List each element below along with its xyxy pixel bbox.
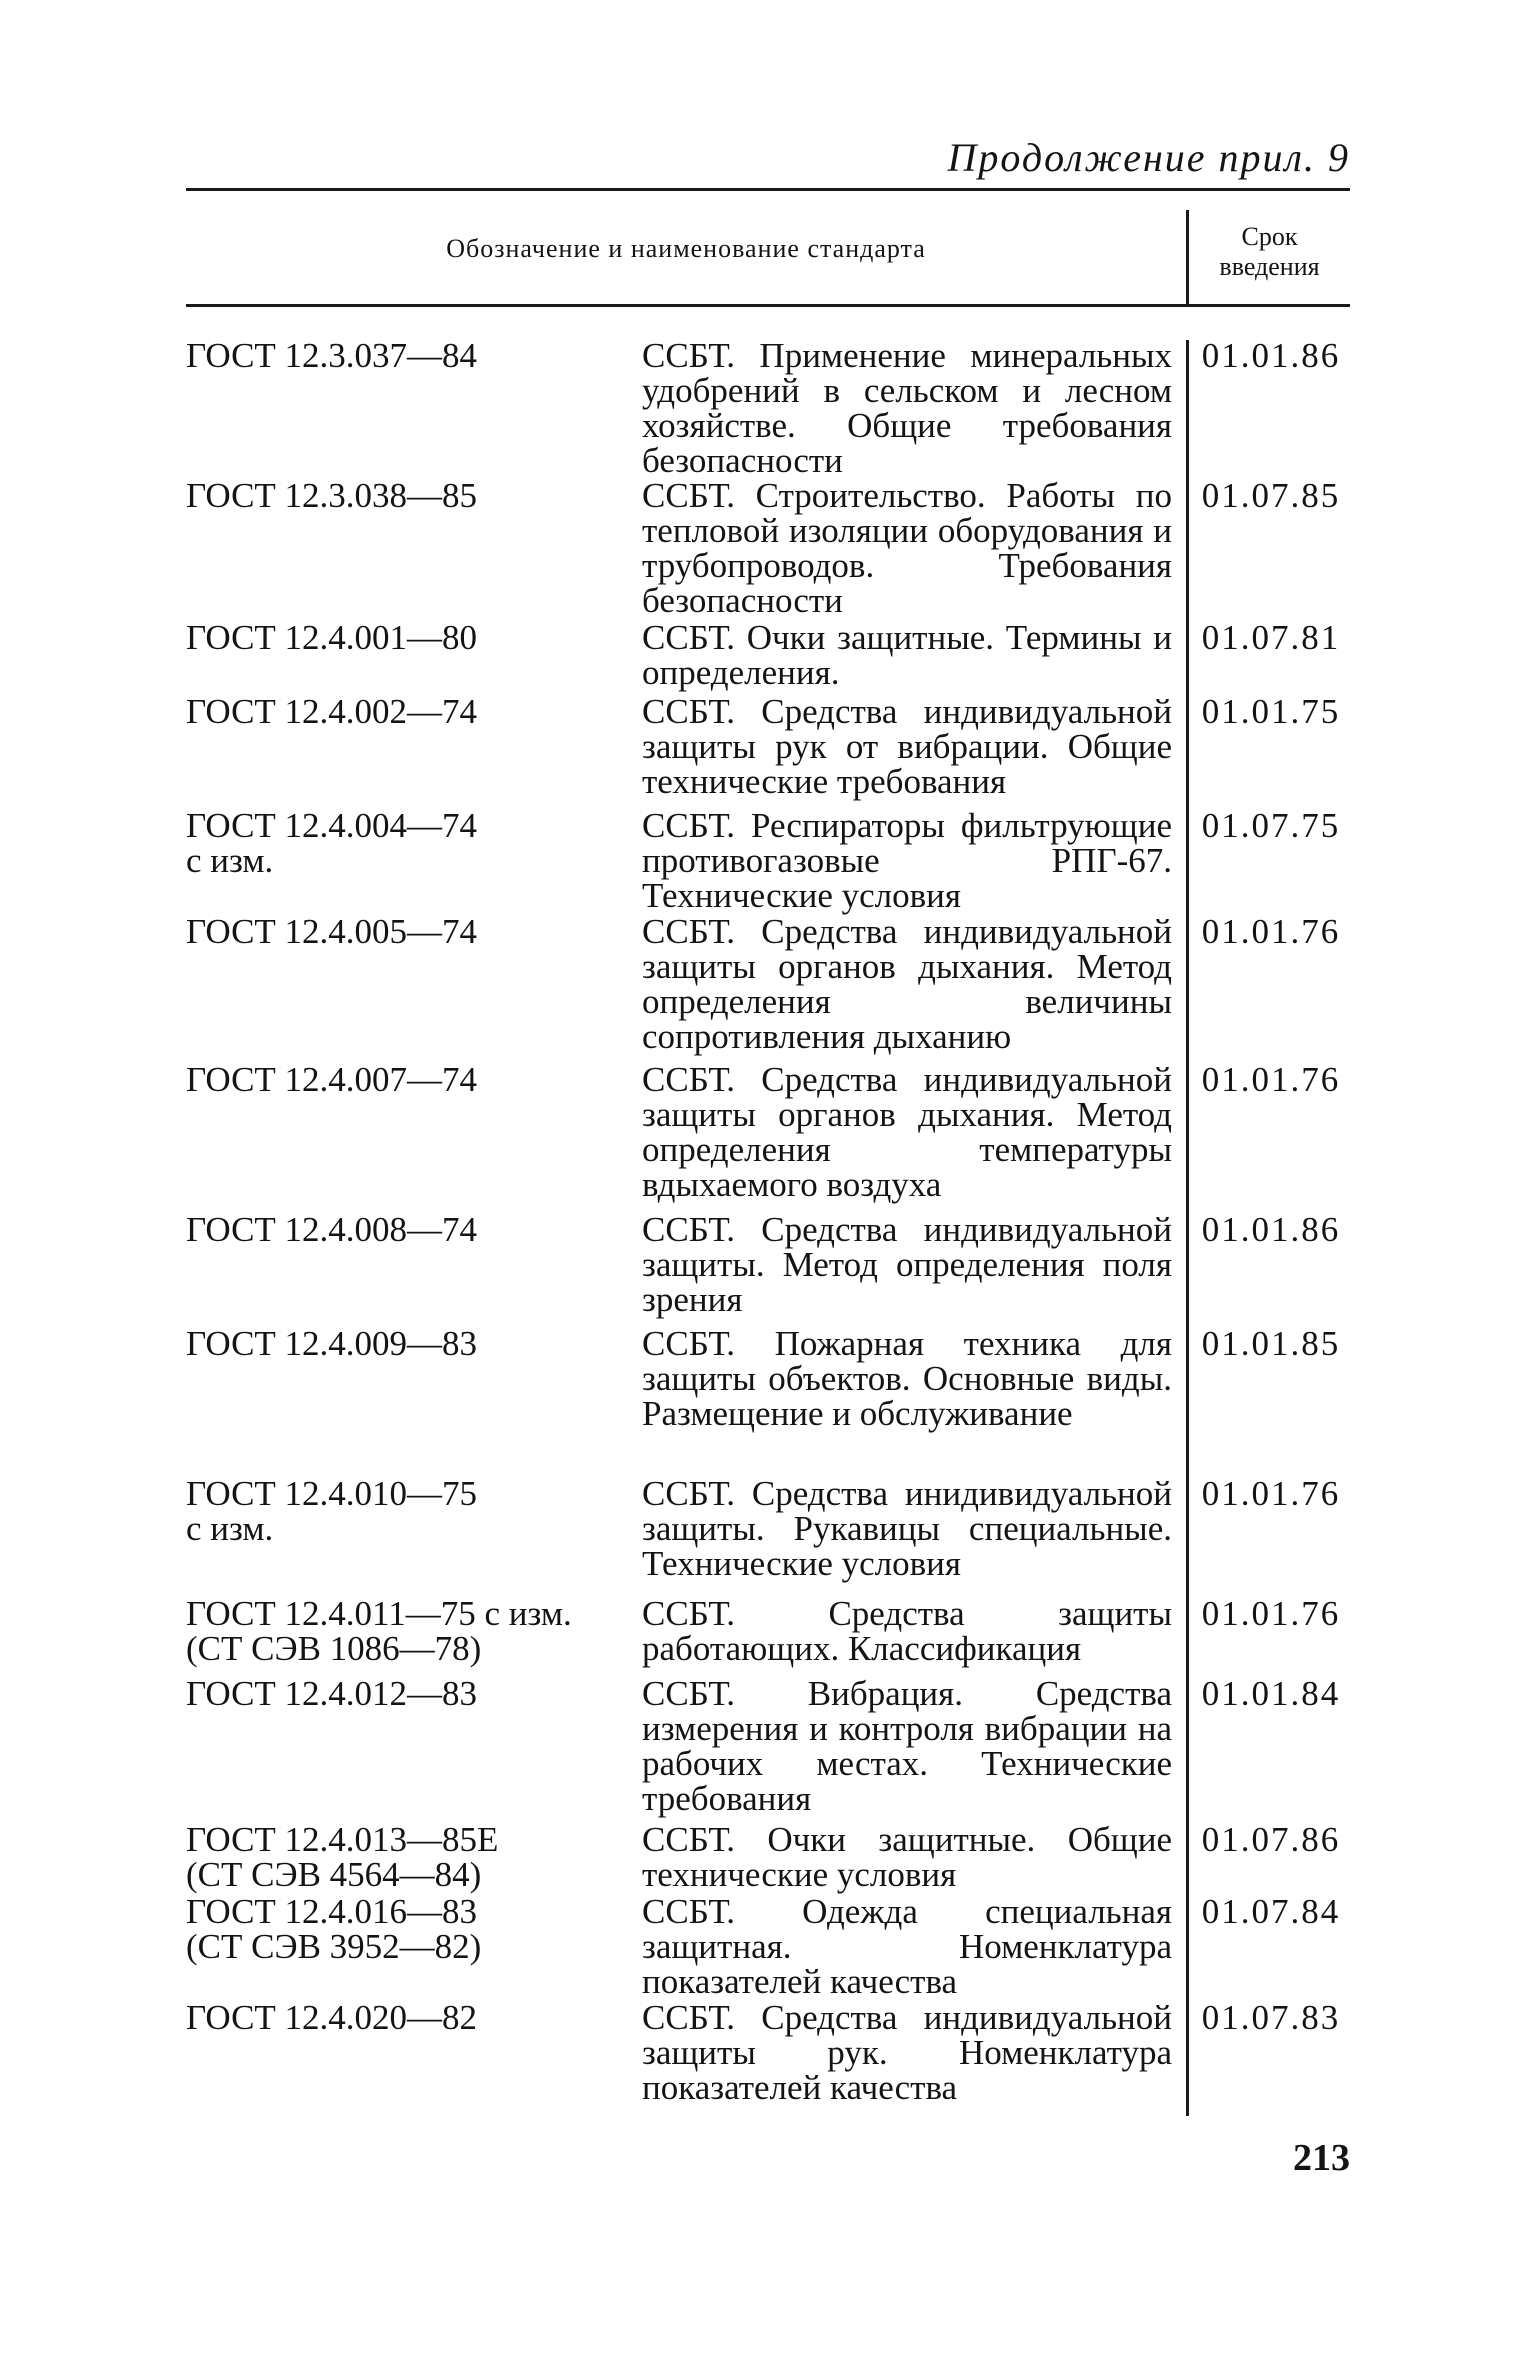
effective-date: 01.07.81 bbox=[1201, 618, 1341, 657]
running-header: Продолжение прил. 9 bbox=[947, 135, 1350, 180]
standard-title: ССБТ. Применение минеральных удобрений в сельском и лесном хозяйстве. Общие требования безопасности bbox=[642, 336, 1172, 480]
effective-date: 01.01.75 bbox=[1201, 692, 1341, 731]
standard-code-cell bbox=[186, 2000, 626, 2035]
header-top-rule bbox=[186, 188, 1350, 191]
standard-title: ССБТ. Средства индивидуальной защиты. Метод определения поля зрения bbox=[642, 1210, 1172, 1319]
standard-title: ССБТ. Средства индивидуальной защиты рук. Номенклатура показателей качества bbox=[642, 1998, 1172, 2107]
page-number: 213 bbox=[1293, 2137, 1350, 2179]
standard-title: ССБТ. Респираторы фильтрующие противогазовые РПГ-67. Технические условия bbox=[642, 806, 1172, 915]
effective-date: 01.01.76 bbox=[1201, 1474, 1341, 1513]
body-column-divider bbox=[1186, 340, 1189, 2116]
effective-date: 01.07.83 bbox=[1201, 1998, 1341, 2037]
standard-title: ССБТ. Одежда специальная защитная. Номенклатура показателей качества bbox=[642, 1892, 1172, 2001]
column-header-date bbox=[1189, 222, 1350, 282]
standard-title: ССБТ. Очки защитные. Общие технические условия bbox=[642, 1820, 1172, 1894]
standard-code: ГОСТ 12.4.008—74 bbox=[186, 1210, 478, 1249]
header-bottom-rule bbox=[186, 304, 1350, 307]
effective-date: 01.01.86 bbox=[1201, 1210, 1341, 1249]
effective-date: 01.07.86 bbox=[1201, 1820, 1341, 1859]
standard-note: с изм. bbox=[186, 841, 274, 880]
standard-note: (СТ СЭВ 3952—82) bbox=[186, 1927, 482, 1966]
standard-code: ГОСТ 12.4.016—83 bbox=[186, 1892, 478, 1931]
standard-code: ГОСТ 12.4.007—74 bbox=[186, 1060, 478, 1099]
standard-code-cell bbox=[186, 338, 626, 373]
standard-code-cell bbox=[186, 620, 626, 655]
standard-code-cell bbox=[186, 478, 626, 513]
standard-title: ССБТ. Строительство. Работы по тепловой изоляции оборудования и трубопроводов. Требования безопасности bbox=[642, 476, 1172, 620]
standard-title: ССБТ. Очки защитные. Термины и определения. bbox=[642, 618, 1172, 692]
column-header-name: Обозначение и наименование стандарта bbox=[446, 234, 926, 263]
standard-title: ССБТ. Вибрация. Средства измерения и контроля вибрации на рабочих местах. Технические требования bbox=[642, 1674, 1172, 1818]
standard-code-cell bbox=[186, 1822, 626, 1892]
standard-code: ГОСТ 12.4.010—75 bbox=[186, 1474, 478, 1513]
standard-code-cell bbox=[186, 1212, 626, 1247]
effective-date: 01.07.84 bbox=[1201, 1892, 1341, 1931]
standard-code-cell bbox=[186, 694, 626, 729]
effective-date: 01.01.86 bbox=[1201, 336, 1341, 375]
standard-code: ГОСТ 12.3.037—84 bbox=[186, 336, 478, 375]
standard-note: (СТ СЭВ 4564—84) bbox=[186, 1855, 482, 1894]
standard-code: ГОСТ 12.4.005—74 bbox=[186, 912, 478, 951]
standard-code: ГОСТ 12.4.012—83 bbox=[186, 1674, 478, 1713]
standard-code: ГОСТ 12.4.002—74 bbox=[186, 692, 478, 731]
standard-title: ССБТ. Средства индивидуальной защиты рук от вибрации. Общие технические требования bbox=[642, 692, 1172, 801]
standard-title: ССБТ. Пожарная техника для защиты объектов. Основные виды. Размещение и обслуживание bbox=[642, 1324, 1172, 1433]
standard-code-cell bbox=[186, 1596, 626, 1666]
standard-code-cell bbox=[186, 1476, 626, 1546]
standard-title: ССБТ. Средства индивидуальной защиты органов дыхания. Метод определения температуры вдыхаемого воздуха bbox=[642, 1060, 1172, 1204]
effective-date: 01.01.76 bbox=[1201, 912, 1341, 951]
standard-title: ССБТ. Средства индивидуальной защиты органов дыхания. Метод определения величины сопротивления дыханию bbox=[642, 912, 1172, 1056]
standard-title: ССБТ. Средства инидивидуальной защиты. Рукавицы специальные. Технические условия bbox=[642, 1474, 1172, 1583]
standard-note: (СТ СЭВ 1086—78) bbox=[186, 1629, 482, 1668]
standard-code-cell bbox=[186, 1894, 626, 1964]
effective-date: 01.01.76 bbox=[1201, 1060, 1341, 1099]
standard-code-cell bbox=[186, 1062, 626, 1097]
standard-code-cell bbox=[186, 1676, 626, 1711]
standard-code: ГОСТ 12.4.011—75 с изм. bbox=[186, 1594, 572, 1633]
standard-title: ССБТ. Средства защиты работающих. Классификация bbox=[642, 1594, 1172, 1668]
standard-code: ГОСТ 12.4.004—74 bbox=[186, 806, 478, 845]
effective-date: 01.01.85 bbox=[1201, 1324, 1341, 1363]
effective-date: 01.07.85 bbox=[1201, 476, 1341, 515]
standard-code: ГОСТ 12.4.001—80 bbox=[186, 618, 478, 657]
standard-code-cell bbox=[186, 1326, 626, 1361]
standard-code: ГОСТ 12.4.013—85Е bbox=[186, 1820, 499, 1859]
column-header-date-line1: Срок bbox=[1241, 222, 1298, 251]
standard-code-cell bbox=[186, 914, 626, 949]
effective-date: 01.01.84 bbox=[1201, 1674, 1341, 1713]
standard-note: с изм. bbox=[186, 1509, 274, 1548]
column-header-date-line2: введения bbox=[1219, 252, 1320, 281]
effective-date: 01.07.75 bbox=[1201, 806, 1341, 845]
standard-code: ГОСТ 12.4.009—83 bbox=[186, 1324, 478, 1363]
standard-code: ГОСТ 12.3.038—85 bbox=[186, 476, 478, 515]
standard-code: ГОСТ 12.4.020—82 bbox=[186, 1998, 478, 2037]
effective-date: 01.01.76 bbox=[1201, 1594, 1341, 1633]
standard-code-cell bbox=[186, 808, 626, 878]
